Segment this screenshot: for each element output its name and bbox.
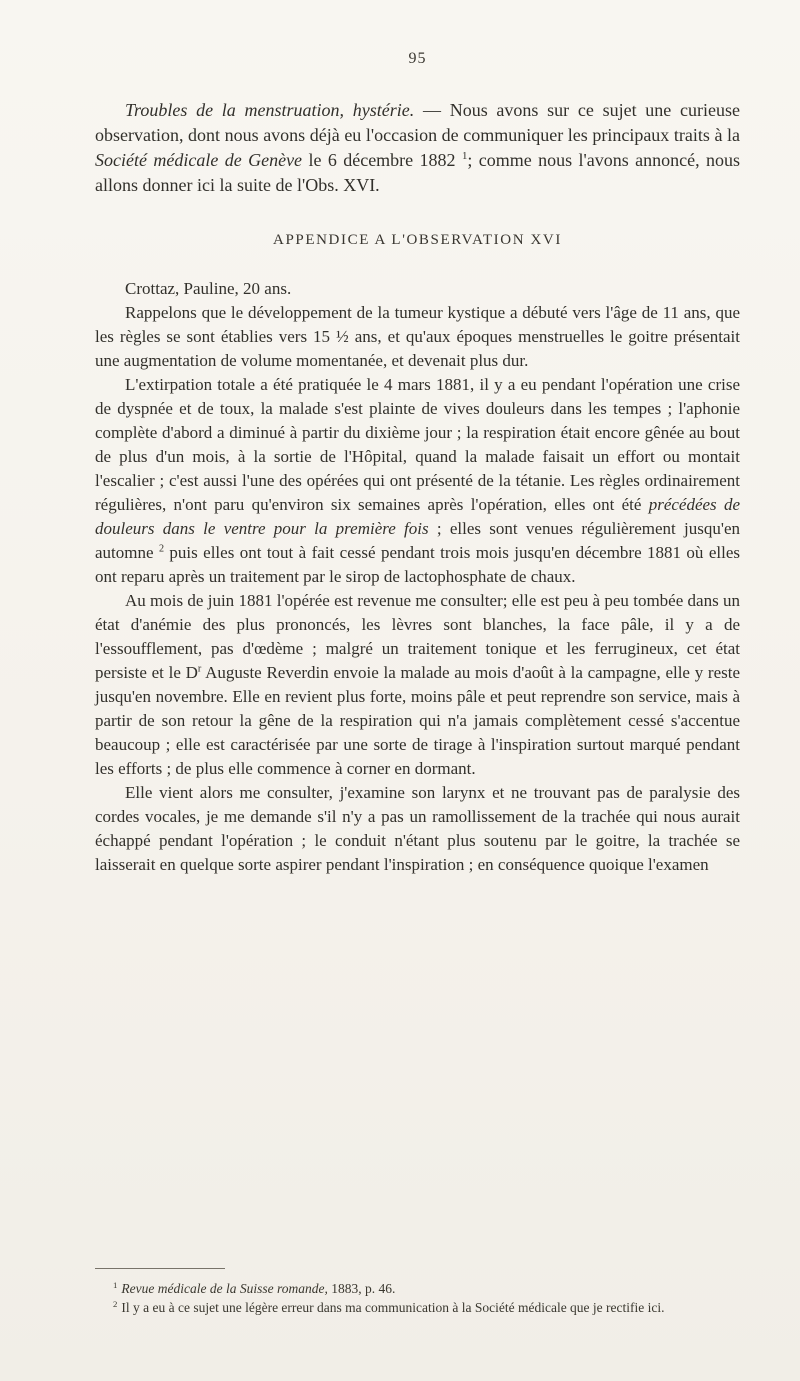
intro-society-italic: Société médicale de Genève <box>95 150 303 170</box>
footnote-2-marker: 2 <box>113 1298 118 1309</box>
footnote-1-text: 1883, p. 46. <box>327 1281 396 1296</box>
paragraph-operation <box>95 373 740 589</box>
paragraph-larynx: Elle vient alors me consulter, j'examine son larynx et ne trouvant pas de paralysie des cordes vocales, je me demande s'il n'y a pas un ramollissement de la trachée qui nous aurait échappé pendant l'opération ; le conduit n'étant plus soutenu par le goitre, la trachée se laisserait en quelque sorte aspirer pendant l'inspiration ; en conséquence quoique l'examen <box>95 783 740 874</box>
operation-text-2: ; elles sont venues régulièrement jusqu'en automne <box>95 519 740 562</box>
footnote-1-marker: 1 <box>113 1279 118 1290</box>
footnotes-section <box>95 1268 740 1317</box>
doctor-abbrev-sup: r <box>197 663 202 675</box>
intro-paragraph <box>95 98 740 198</box>
paragraph-patient: Crottaz, Pauline, 20 ans. <box>125 279 292 298</box>
paragraph-history: Rappelons que le développement de la tumeur kystique a débuté vers l'âge de 11 ans, que les règles se sont établies vers 15 ½ ans, et qu'aux époques menstruelles le goitre présentait une augmentation de volume momentanée, et devenait plus dur. <box>95 303 740 370</box>
footnote-1-journal-italic: Revue médicale de la Suisse romande, <box>121 1281 328 1296</box>
intro-text-2: le 6 décembre 1882 <box>302 150 462 170</box>
operation-text-1: L'extirpation totale a été pratiquée le 4 mars 1881, il y a eu pendant l'opération une crise de dyspnée et de toux, la malade s'est plainte de vives douleurs dans les tempes ; l'aphonie complète d'abord a diminué à partir du dixième jour ; la respiration était encore gênée au bout de plus d'un mois, à la sortie de l'Hôpital, quand la malade faisait un effort ou montait l'escalier ; c'est aussi l'une des opérées qui ont présenté de la tétanie. Les règles ordinairement régulières, n'ont paru qu'environ six semaines après l'opération, elles ont été <box>95 375 740 514</box>
footnote-2 <box>95 1298 740 1317</box>
intro-text-3: ; comme nous l'avons annoncé, nous allons donner ici la suite de l'Obs. XVI. <box>95 150 740 195</box>
observation-section <box>95 277 740 877</box>
footnote-ref-1: 1 <box>461 150 468 162</box>
footnote-rule <box>95 1268 225 1269</box>
footnote-ref-2: 2 <box>158 543 165 555</box>
appendix-heading: APPENDICE A L'OBSERVATION XVI <box>273 232 562 248</box>
footnote-2-text: Il y a eu à ce sujet une légère erreur dans ma communication à la Société médicale que je rectifie ici. <box>121 1300 665 1315</box>
footnote-1 <box>95 1279 740 1298</box>
page-number: 95 <box>408 50 427 67</box>
paragraph-anemia <box>95 589 740 781</box>
operation-italic: précédées de douleurs dans le ventre pour la première fois <box>95 495 740 538</box>
anemia-text-2: Auguste Reverdin envoie la malade au mois d'août à la campagne, elle y reste jusqu'en novembre. Elle en revient plus forte, moins pâle et peut reprendre son service, mais à partir de son retour la gêne de la respiration qui n'a jamais complètement cessé s'accentue beaucoup ; elle est caractérisée par une sorte de tirage à l'inspiration surtout marqué pendant les efforts ; de plus elle commence à corner en dormant. <box>95 663 740 778</box>
intro-lead-italic: Troubles de la menstruation, hystérie. <box>125 100 415 120</box>
anemia-text-1: Au mois de juin 1881 l'opérée est revenue me consulter; elle est peu à peu tombée dans un état d'anémie des plus prononcés, les lèvres sont blanches, la face pâle, il y a de l'essoufflement, pas d'œdème ; malgré un traitement tonique et les ferrugineux, cet état persiste et le D <box>95 591 740 682</box>
intro-text-1: — Nous avons sur ce sujet une curieuse observation, dont nous avons déjà eu l'occasion de communiquer les principaux traits à la <box>95 100 740 145</box>
operation-text-3: puis elles ont tout à fait cessé pendant trois mois jusqu'en décembre 1881 où elles ont reparu après un traitement par le sirop de lactophosphate de chaux. <box>95 543 740 586</box>
